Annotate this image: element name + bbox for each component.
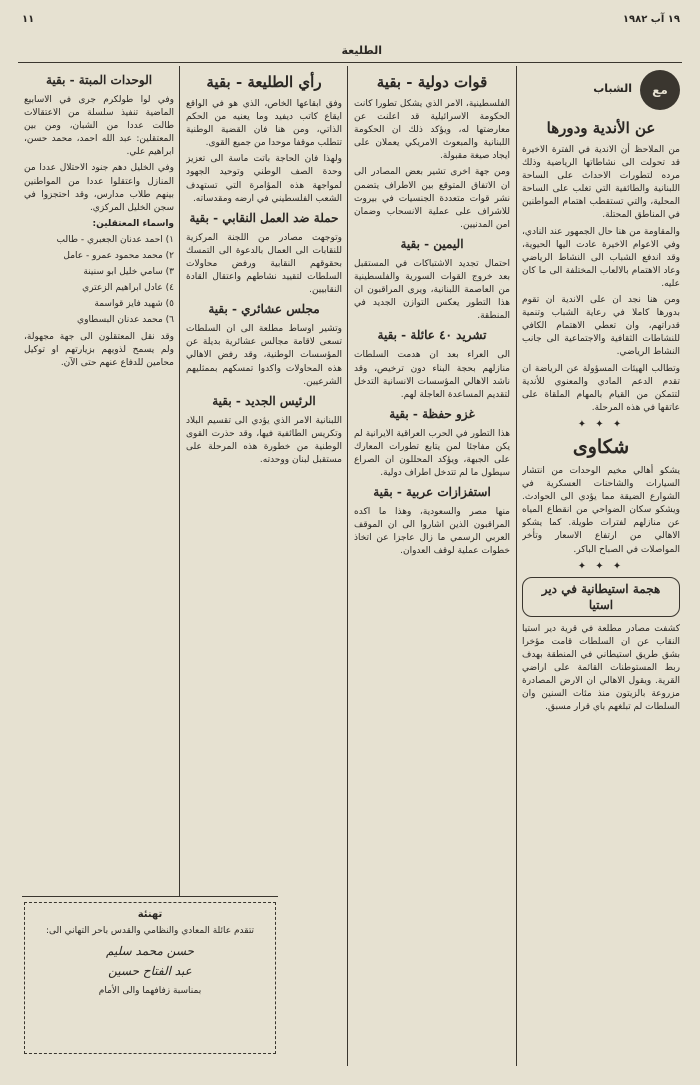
subheading: اليمين - بقية <box>400 236 464 251</box>
column-youth <box>522 68 680 1068</box>
article-paragraph: الفلسطينية، الامر الذي يشكل تطورا كانت الحكومة الاسرائيلية قد اعلنت عن معارضتها له، ويؤكد ذلك ان الحكومة اللبنانية والمبعوث الامريكي يعملان على ايجاد صيغة مقبولة. <box>354 99 510 162</box>
greeting-name-2: عبد الفتاح حسين <box>108 964 192 978</box>
list-item: ١) احمد عدنان الجعبري - طالب <box>56 234 174 245</box>
list-item: ٣) سامي خليل ابو سنينة <box>83 267 174 278</box>
complaints-title: شكاوى <box>572 435 630 458</box>
publication-name: الطليعة <box>341 44 382 57</box>
article-paragraph: كشفت مصادر مطلعة في قرية دير استيا النقاب عن ان السلطات قامت مؤخرا بشق طريق استيطاني في المنطقة بهدف ربط المستوطنات القائمة على اراضي القرية. ويقول الاهالي ان الارض المصادرة مزروعة بالزيتون منذ مئات السنين وان السلطات لم تبلغهم باي قرار مسبق. <box>522 623 680 713</box>
article-paragraph: وتوجهت مصادر من اللجنة المركزية للنقابات الى العمال بالدعوة الى التمسك بحقوقهم النقابية ورفض محاولات السلطات لتقييد نشاطهم واعتقال القادة النقابيين. <box>186 232 342 296</box>
subheading: تشريد ٤٠ عائلة - بقية <box>377 328 487 343</box>
section-divider <box>22 896 278 897</box>
list-item: ٢) محمد محمود عمرو - عامل <box>63 251 174 262</box>
subheading: حملة ضد العمل النقابي - بقية <box>189 210 339 225</box>
column-divider <box>347 66 348 1066</box>
greeting-line: تتقدم عائلة المعادي والنظامي والقدس باحر التهاني الى: <box>45 926 255 936</box>
complaints-text: يشكو أهالي مخيم الوحدات من انتشار السيارات والشاحنات العسكرية في الشوارع الضيقة مما يؤدي الى الحوادث. ويشكو سكان الضواحي من انقطاع المياه عن منازلهم لفترات طويلة. كما يشكو الاهالي من ارتفاع الاسعار وتأخر المواصلات في الصباح الباكر. <box>522 465 680 555</box>
article-paragraph: وفي الخليل دهم جنود الاحتلال عددا من المنازل واعتقلوا عددا من المواطنين بينهم طلاب مدارس، وقد احتجزوا في سجن الخليل المركزي. <box>24 163 174 213</box>
article-paragraph: وتطالب الهيئات المسؤولة عن الرياضة ان تقدم الدعم المادي والمعنوي للأندية لتتمكن من القيام بالمهام الملقاة على عاتقها في هذه المرحلة. <box>522 363 680 413</box>
editorial-title: رأي الطليعة - بقية <box>206 73 322 91</box>
page-header <box>18 40 682 63</box>
article-title-settlement: هجمة استيطانية في دير استيا <box>522 577 680 617</box>
article-title-clubs: عن الأندية ودورها <box>546 119 656 137</box>
article-paragraph: وتشير اوساط مطلعة الى ان السلطات تسعى لاقامة مجالس عشائرية بديلة عن المؤسسات الوطنية، وقد رفض الاهالي هذه المحاولات واكدوا تمسكهم بممثليهم الشرعيين. <box>186 324 342 387</box>
issue-date: ١٩ آب ١٩٨٢ <box>622 14 680 25</box>
list-item: ٦) محمد عدنان البسطاوي <box>77 315 174 326</box>
greeting-title: تهنئة <box>137 909 163 920</box>
subheading: غزو حفظة - بقية <box>389 406 475 421</box>
column-editorial <box>186 68 342 898</box>
article-paragraph: والمقاومة من هنا حال الجمهور عند النادي، وفي الاعوام الاخيرة عادت اليها الحيوية، وقد اندفع الشباب الى النشاط الرياضي وعاد الاهتمام بالالعاب المختلفة الى ما كان عليه. <box>522 226 680 289</box>
greeting-box <box>24 902 276 1054</box>
article-paragraph: وفق ابقاعها الخاص، الذي هو في الواقع ايقاع كاتب ديفيد وما يعنيه من الحكم الذاتي، ومن هنا فان القضية الوطنية تتطلب موقفا موحدا من جميع القوى. <box>186 99 342 149</box>
article-paragraph: وقد نقل المعتقلون الى جهة مجهولة، ولم يسمح لذويهم بزيارتهم او توكيل محامين للدفاع عنهم حتى الآن. <box>24 331 174 368</box>
greeting-name-1: حسن محمد سليم <box>106 944 194 958</box>
article-paragraph: ومن جهة اخرى تشير بعض المصادر الى ان الاتفاق المتوقع بين الاطراف يتضمن نشر قوات متعددة الجنسيات في بيروت للاشراف على عملية الانسحاب وضمان امن المدنيين. <box>354 167 510 230</box>
column-divider <box>179 66 180 896</box>
column-divider <box>516 66 517 1066</box>
subheading: الرئيس الجديد - بقية <box>212 393 316 408</box>
article-paragraph: منها مصر والسعودية، وهذا ما اكده المراقبون الذين اشاروا الى ان الموقف العربي الرسمي ما زال عاجزا عن اتخاذ خطوات عملية لوقف العدوان. <box>354 507 510 557</box>
article-paragraph: وفي لوا طولكرم جرى في الاسابيع الماضية تنفيذ سلسلة من الاعتقالات طالت عددا من الشبان، ومن بين المعتقلين: عبد الله احمد، محمد حسن، ابراهيم علي. <box>24 95 174 158</box>
subheading: مجلس عشائري - بقية <box>208 302 320 317</box>
column-arrests <box>24 68 174 888</box>
ornament-divider: ✦ ✦ ✦ <box>577 418 625 430</box>
subheading: استفزازات عربية - بقية <box>373 485 491 500</box>
list-title: واسماء المعتقلين: <box>92 218 174 229</box>
article-paragraph: الى العراء بعد ان هدمت السلطات منازلهم بحجة البناء دون ترخيص، وقد ناشد الاهالي المؤسسات الانسانية التدخل لتقديم المساعدة العاجلة لهم. <box>354 350 510 400</box>
article-paragraph: هذا التطور في الحرب العراقية الايرانية لم يكن مفاجئا لمن يتابع تطورات المعارك على الجبهة، ويؤكد المحللون ان الصراع سيطول ما لم تتدخل اطراف دولية. <box>354 428 510 479</box>
column-international-forces <box>354 68 510 1068</box>
article-title-forces: قوات دولية - بقية <box>376 73 488 91</box>
page-number-top: ١١ <box>22 14 35 25</box>
list-item: ٥) شهيد فايز قواسمة <box>94 299 174 310</box>
article-paragraph: ولهذا فان الحاجة باتت ماسة الى تعزيز وحدة الصف الوطني وتوحيد الجهود لمواجهة هذه المؤامرة التي تستهدف الشعب الفلسطيني في ارضه ومقدساته. <box>186 154 342 204</box>
article-paragraph: ومن هنا نجد ان على الاندية ان تقوم بدورها كاملا في رعاية الشباب وتنمية قدراتهم، وان تعطي الاهتمام الكافي للنشاطات الثقافية والاجتماعية الى جانب النشاط الرياضي. <box>522 295 680 358</box>
section-stamp: مع <box>640 70 680 110</box>
article-paragraph: من الملاحظ أن الاندية في الفترة الاخيرة قد تحولت الى نشاطاتها الرياضية وذلك مرده لتطورات الاحداث على الساحة اللبنانية والطائفية التي تغلب على الساحة المحلية، والتي تستقطب اهتمام المواطنين في المناطق المحتلة. <box>522 145 680 221</box>
subheading: الوحدات المبتة - بقية <box>45 73 153 87</box>
article-paragraph: اللبنانية الامر الذي يؤدي الى تقسيم البلاد وتكريس الطائفية فيها، وقد حذرت القوى الوطنية من خطورة هذه المرحلة على مستقبل لبنان ووحدته. <box>186 415 342 465</box>
ornament-divider: ✦ ✦ ✦ <box>577 560 625 572</box>
greeting-footer: بمناسبة زفافهما والى الأمام <box>98 986 202 996</box>
section-label: الشباب <box>593 82 632 95</box>
list-item: ٤) عادل ابراهيم الزعتري <box>82 283 174 294</box>
youth-corner-header <box>522 68 680 114</box>
article-paragraph: احتمال تجديد الاشتباكات في المستقبل بعد خروج القوات السورية والفلسطينية من العاصمة اللبنانية، ويرى المراقبون ان هذا التطور يعكس التوازن الجديد في المنطقة. <box>354 258 510 322</box>
